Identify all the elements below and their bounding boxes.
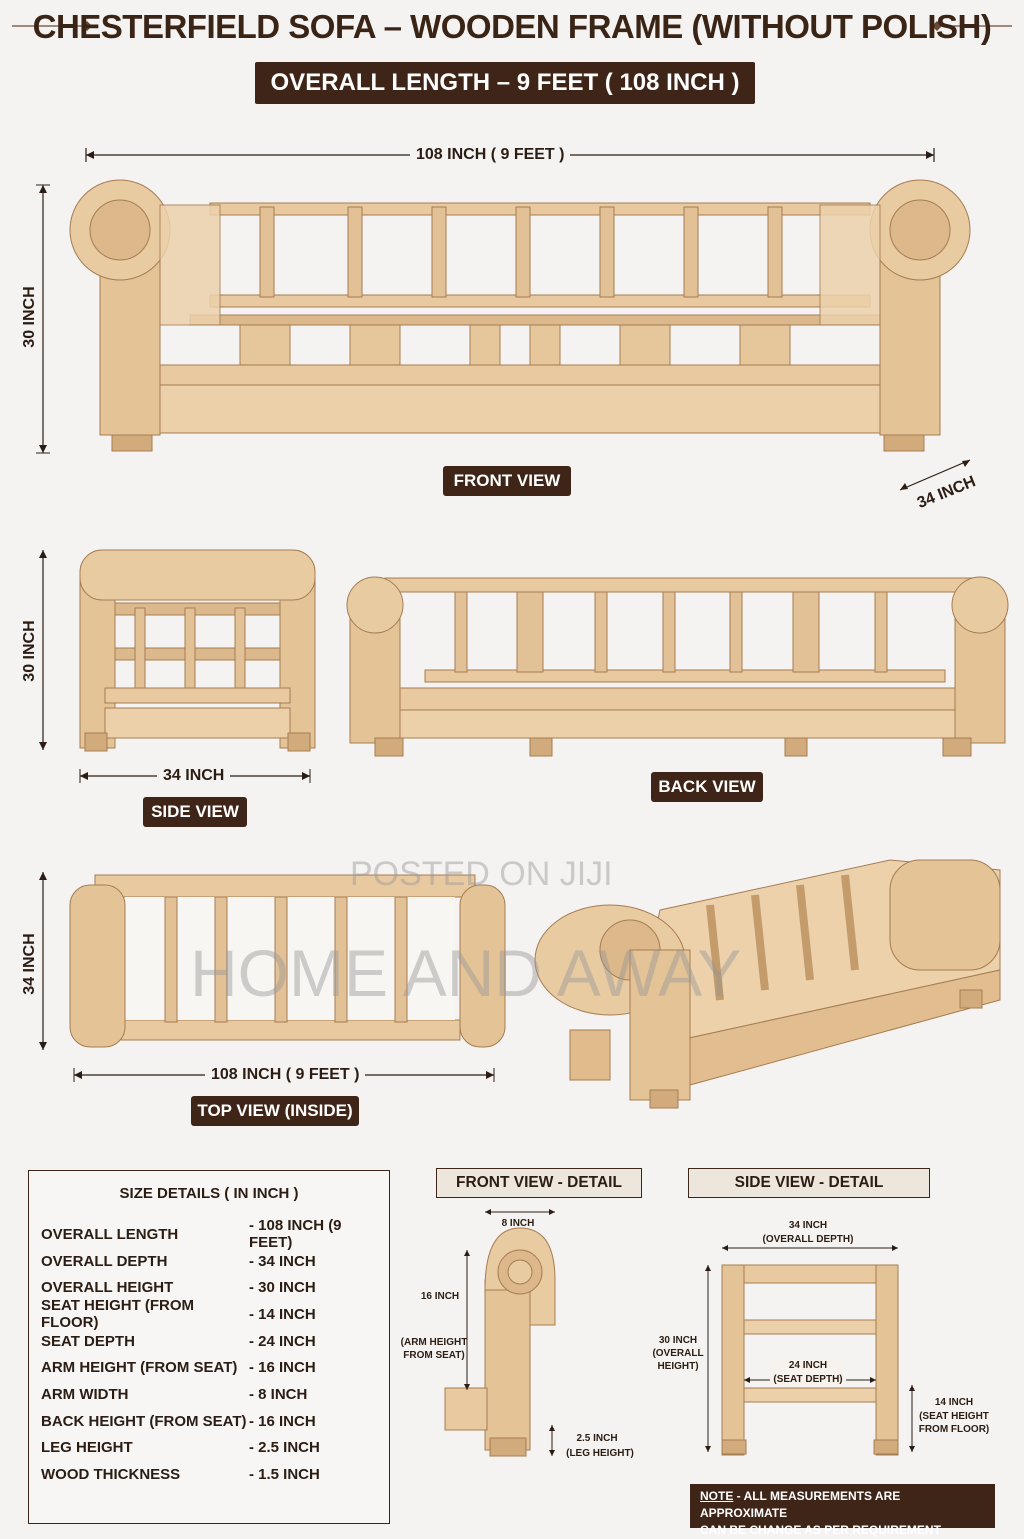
- front-width-label: 108 INCH ( 9 FEET ): [410, 146, 570, 164]
- side-detail-height-caption-2: HEIGHT): [657, 1361, 699, 1372]
- arm-height-caption-2: FROM SEAT): [403, 1350, 465, 1361]
- top-width-label: 108 INCH ( 9 FEET ): [205, 1066, 365, 1084]
- size-row-seat-height: SEAT HEIGHT (FROM FLOOR) - 14 INCH: [41, 1297, 316, 1332]
- note-label: NOTE: [700, 1489, 734, 1503]
- note-text-2: CAN BE CHANGE AS PER REQUIREMENT: [700, 1523, 941, 1537]
- side-detail-depth-value: 34 INCH: [788, 1220, 828, 1231]
- watermark-posted: POSTED ON JIJI: [350, 855, 613, 893]
- side-view-label: SIDE VIEW: [143, 797, 247, 827]
- top-view-label: TOP VIEW (INSIDE): [191, 1096, 359, 1126]
- front-depth-label: 34 INCH: [914, 473, 979, 512]
- arm-width-label: 8 INCH: [501, 1218, 535, 1229]
- size-details-title: SIZE DETAILS ( IN INCH ): [119, 1185, 299, 1202]
- side-detail-height-value: 30 INCH: [658, 1335, 698, 1346]
- side-detail-height-caption-1: (OVERALL: [652, 1348, 704, 1359]
- note-line-1: [700, 1488, 985, 1522]
- front-view-label: FRONT VIEW: [443, 466, 571, 496]
- seat-height-caption-2: FROM FLOOR): [918, 1424, 990, 1435]
- size-row-overall-height: OVERALL HEIGHT - 30 INCH: [41, 1279, 316, 1297]
- size-row-overall-length: OVERALL LENGTH - 108 INCH (9 FEET): [41, 1217, 342, 1252]
- watermark-brand: HOME AND AWAY: [190, 936, 742, 1010]
- leg-height-caption: (LEG HEIGHT): [566, 1448, 634, 1459]
- size-details-box: [28, 1170, 390, 1524]
- note-text-1: - ALL MEASUREMENTS ARE APPROXIMATE: [700, 1489, 901, 1520]
- side-width-label: 34 INCH: [157, 767, 230, 785]
- back-view-label: BACK VIEW: [651, 772, 763, 802]
- side-detail-drawing: [700, 1240, 1000, 1475]
- seat-depth-value: 24 INCH: [772, 1360, 844, 1372]
- note-box: [690, 1484, 995, 1537]
- side-height-label: 30 INCH: [21, 601, 39, 701]
- size-row-wood-thickness: WOOD THICKNESS - 1.5 INCH: [41, 1466, 320, 1484]
- arm-height-value: 16 INCH: [420, 1291, 460, 1302]
- leg-height-value: 2.5 INCH: [576, 1433, 618, 1444]
- seat-height-value: 14 INCH: [934, 1397, 974, 1408]
- size-row-back-height: BACK HEIGHT (FROM SEAT) - 16 INCH: [41, 1412, 316, 1430]
- size-row-arm-width: ARM WIDTH - 8 INCH: [41, 1385, 308, 1403]
- page-title: CHESTERFIELD SOFA – WOODEN FRAME (WITHOUT POLISH): [32, 8, 992, 45]
- front-view-sofa-frame: [60, 185, 980, 455]
- top-depth-label: 34 INCH: [21, 914, 39, 1014]
- side-detail-heading: SIDE VIEW - DETAIL: [688, 1168, 930, 1198]
- size-row-leg-height: LEG HEIGHT - 2.5 INCH: [41, 1439, 320, 1457]
- front-height-label: 30 INCH: [21, 267, 39, 367]
- size-row-arm-height: ARM HEIGHT (FROM SEAT) - 16 INCH: [41, 1359, 316, 1377]
- size-details-list: [41, 1217, 386, 1488]
- back-view-sofa-frame: [345, 568, 1015, 763]
- front-detail-heading: FRONT VIEW - DETAIL: [436, 1168, 642, 1198]
- size-row-seat-depth: SEAT DEPTH - 24 INCH: [41, 1332, 316, 1350]
- arm-height-caption-1: (ARM HEIGHT: [400, 1337, 468, 1348]
- seat-height-caption-1: (SEAT HEIGHT: [919, 1411, 989, 1422]
- side-view-sofa-frame: [75, 548, 320, 753]
- side-detail-depth-caption: (OVERALL DEPTH): [762, 1234, 854, 1245]
- seat-depth-caption: (SEAT DEPTH): [770, 1374, 846, 1386]
- overall-length-banner: OVERALL LENGTH – 9 FEET ( 108 INCH ): [255, 62, 755, 104]
- size-row-overall-depth: OVERALL DEPTH - 34 INCH: [41, 1252, 316, 1270]
